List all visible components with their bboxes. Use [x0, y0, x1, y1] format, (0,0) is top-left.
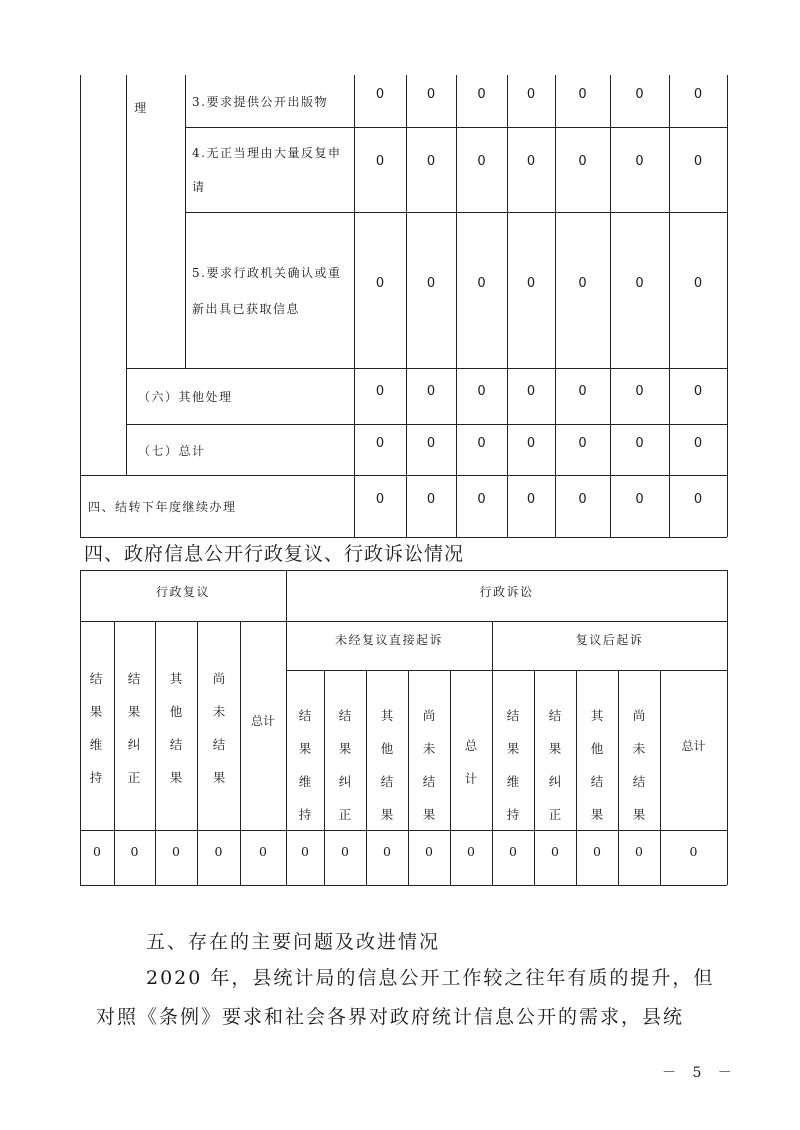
table-cell: 0: [172, 843, 180, 859]
table-cell: 0: [635, 843, 643, 859]
col-header-other: 其他结果: [169, 671, 183, 785]
header-suit-after-review: 复议后起诉: [575, 632, 644, 647]
table-cell: 0: [635, 435, 644, 451]
table-cell: 0: [693, 153, 703, 169]
table-cell: 0: [130, 843, 139, 859]
table-cell: 0: [593, 843, 601, 859]
table-cell: 0: [526, 435, 536, 451]
col-header-upheld: 结果维持: [89, 671, 103, 785]
table-cell: 0: [426, 275, 436, 291]
table-cell: 0: [375, 383, 385, 399]
header-admin-litigation: 行政诉讼: [479, 584, 534, 599]
table-cell: 0: [93, 843, 101, 859]
table-cell: 0: [635, 153, 644, 169]
table-cell: 0: [477, 491, 486, 507]
col-header-corrected: 结果纠正: [127, 671, 141, 785]
table-cell: 0: [578, 153, 587, 169]
col-header-total: 总计: [464, 738, 478, 786]
table-cell: 0: [259, 843, 267, 859]
col-header-total: 总计: [681, 738, 706, 753]
table-cell: 0: [426, 153, 436, 169]
table-cell: 0: [426, 383, 436, 399]
table-cell: 0: [526, 383, 536, 399]
col-header-other: 其他结果: [380, 708, 394, 822]
table-cell: 0: [509, 843, 517, 859]
table-cell: 0: [375, 86, 385, 102]
table-cell: 0: [526, 86, 536, 102]
table-cell: 0: [635, 86, 644, 102]
table-cell: 0: [526, 491, 536, 507]
table-cell: 0: [425, 843, 433, 859]
table-cell: 0: [383, 843, 391, 859]
table-cell: 0: [426, 86, 436, 102]
table-cell: 0: [526, 153, 536, 169]
table-cell: 0: [578, 86, 587, 102]
col-header-pending: 尚未结果: [212, 671, 226, 785]
table-cell: 0: [477, 275, 486, 291]
page-number: － 5 －: [662, 1065, 738, 1081]
table-cell: 0: [477, 86, 486, 102]
table-cell: 0: [635, 491, 644, 507]
table-cell: 0: [693, 491, 703, 507]
row-label-other-handling: （六）其他处理: [138, 390, 233, 404]
table-cell: 0: [693, 86, 703, 102]
table-cell: 0: [693, 383, 703, 399]
table-cell: 0: [578, 491, 587, 507]
body-paragraph-line-2: 对照《条例》要求和社会各界对政府统计信息公开的需求，县统: [96, 1006, 685, 1028]
table-cell: 0: [426, 435, 436, 451]
col-header-corrected: 结果纠正: [338, 708, 352, 822]
table-cell: 0: [578, 383, 587, 399]
table-cell: 0: [693, 435, 703, 451]
table-cell: 0: [551, 843, 559, 859]
table-cell: 0: [578, 275, 587, 291]
row-label-reconfirm-info: 5.要求行政机关确认或重新出具已获取信息: [192, 265, 342, 316]
table-cell: 0: [477, 383, 486, 399]
row-label-publications: 3.要求提供公开出版物: [192, 94, 328, 109]
table-cell: 0: [467, 843, 475, 859]
table-cell: 0: [526, 275, 536, 291]
col-header-other: 其他结果: [590, 708, 604, 822]
table-cell: 0: [477, 435, 486, 451]
col-header-upheld: 结果维持: [298, 708, 312, 822]
table-cell: 0: [578, 435, 587, 451]
table-cell: 0: [635, 275, 644, 291]
section-4-title: 四、政府信息公开行政复议、行政诉讼情况: [84, 543, 465, 565]
header-admin-review: 行政复议: [155, 584, 210, 599]
table-cell: 0: [375, 491, 385, 507]
body-paragraph-line-1: 2020 年，县统计局的信息公开工作较之往年有质的提升，但: [146, 967, 715, 989]
row-label-carry-over: 四、结转下年度继续办理: [88, 500, 237, 514]
col-header-corrected: 结果纠正: [548, 708, 562, 822]
table-cell: 0: [689, 843, 698, 859]
table-cell: 0: [426, 491, 436, 507]
table-cell: 0: [635, 383, 644, 399]
row-label-repeated-requests: 4.无正当理由大量反复申请: [192, 146, 342, 194]
col-header-total: 总计: [250, 713, 275, 728]
side-label: 理: [134, 101, 148, 115]
col-header-upheld: 结果维持: [506, 708, 520, 822]
table-cell: 0: [477, 153, 486, 169]
table-cell: 0: [693, 275, 703, 291]
table-cell: 0: [375, 153, 385, 169]
table-cell: 0: [214, 843, 223, 859]
header-direct-suit: 未经复议直接起诉: [334, 632, 443, 647]
table-cell: 0: [301, 843, 309, 859]
section-5-title: 五、存在的主要问题及改进情况: [146, 931, 441, 953]
table-cell: 0: [375, 275, 385, 291]
col-header-pending: 尚未结果: [632, 708, 646, 822]
row-label-total: （七）总计: [138, 443, 206, 458]
table-cell: 0: [341, 843, 349, 859]
table-cell: 0: [375, 435, 385, 451]
col-header-pending: 尚未结果: [422, 708, 436, 822]
